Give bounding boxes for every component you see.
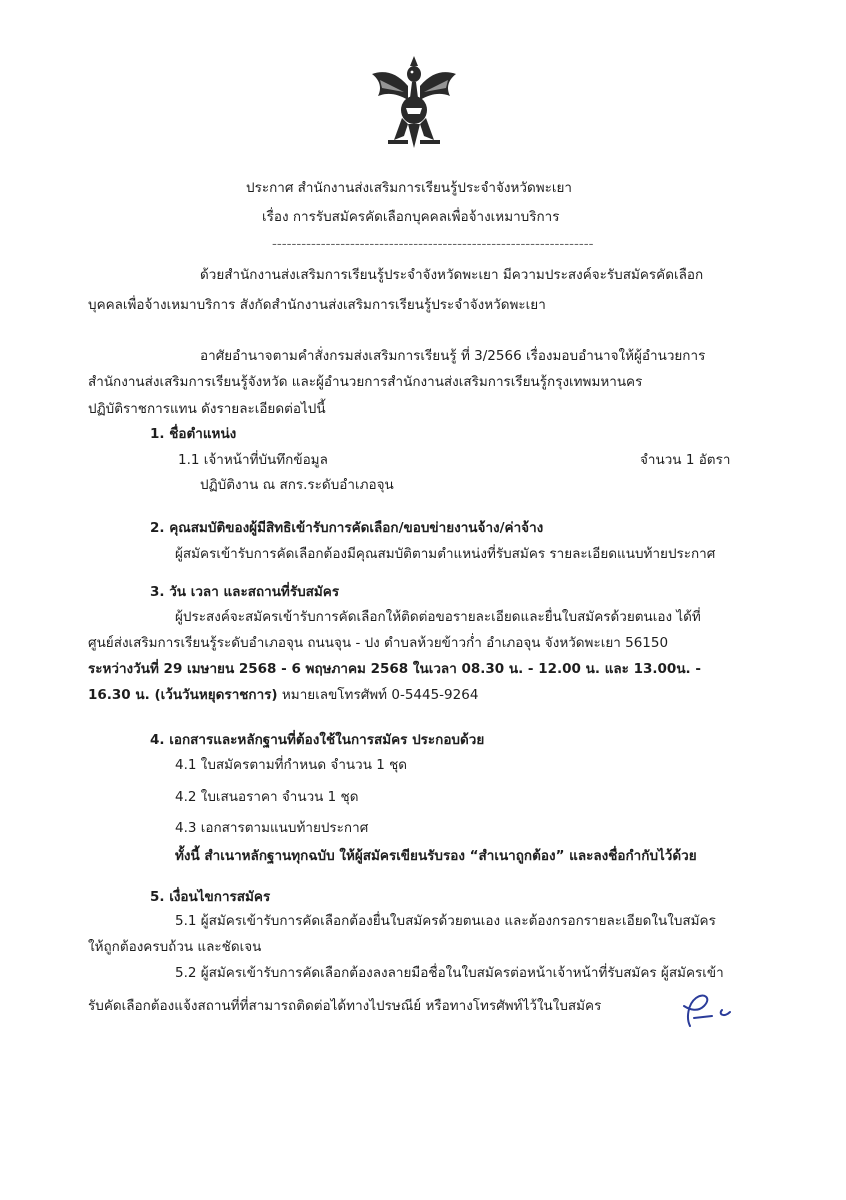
intro-paragraph-1-line-1: ด้วยสำนักงานส่งเสริมการเรียนรู้ประจำจังหวัดพะเยา มีความประสงค์จะรับสมัครคัดเลือก (200, 267, 704, 283)
document-item-3: 4.3 เอกสารตามแนบท้ายประกาศ (175, 820, 369, 836)
position-count: จำนวน 1 อัตรา (640, 452, 731, 468)
condition-2-line-2: รับคัดเลือกต้องแจ้งสถานที่ที่สามารถติดต่อได้ทางไปรษณีย์ หรือทางโทรศัพท์ไว้ในใบสมัคร (88, 998, 602, 1014)
section-3-line-2: ศูนย์ส่งเสริมการเรียนรู้ระดับอำเภอจุน ถนนจุน - ปง ตำบลห้วยข้าวก่ำ อำเภอจุน จังหวัดพะเยา 56150 (88, 635, 669, 651)
section-3-heading: 3. วัน เวลา และสถานที่รับสมัคร (150, 584, 340, 600)
header-divider: ------------------------------------------------------------------ (272, 236, 594, 252)
intro-paragraph-2-line-1: อาศัยอำนาจตามคำสั่งกรมส่งเสริมการเรียนรู้ ที่ 3/2566 เรื่องมอบอำนาจให้ผู้อำนวยการ (200, 348, 706, 364)
document-item-1: 4.1 ใบสมัครตามที่กำหนด จำนวน 1 ชุด (175, 757, 408, 773)
intro-paragraph-2-line-3: ปฏิบัติราชการแทน ดังรายละเอียดต่อไปนี้ (88, 401, 326, 417)
section-5-heading: 5. เงื่อนไขการสมัคร (150, 889, 271, 905)
condition-1-line-2: ให้ถูกต้องครบถ้วน และชัดเจน (88, 939, 262, 955)
condition-1-line-1: 5.1 ผู้สมัครเข้ารับการคัดเลือกต้องยื่นใบสมัครด้วยตนเอง และต้องกรอกรายละเอียดในใบสมัคร (175, 913, 716, 929)
section-3-line-1: ผู้ประสงค์จะสมัครเข้ารับการคัดเลือกให้ติดต่อขอรายละเอียดและยื่นใบสมัครด้วยตนเอง ได้ที่ (175, 609, 701, 625)
intro-paragraph-1-line-2: บุคคลเพื่อจ้างเหมาบริการ สังกัดสำนักงานส่งเสริมการเรียนรู้ประจำจังหวัดพะเยา (88, 297, 546, 313)
application-hours-note: 16.30 น. (เว้นวันหยุดราชการ) (88, 687, 278, 703)
position-location: ปฏิบัติงาน ณ สกร.ระดับอำเภอจุน (200, 477, 394, 493)
section-1-heading: 1. ชื่อตำแหน่ง (150, 426, 237, 442)
certification-note: ทั้งนี้ สำเนาหลักฐานทุกฉบับ ให้ผู้สมัครเขียนรับรอง “สำเนาถูกต้อง” และลงชื่อกำกับไว้ด้วย (175, 848, 697, 864)
header-subject: เรื่อง การรับสมัครคัดเลือกบุคคลเพื่อจ้างเหมาบริการ (262, 209, 560, 225)
document-item-2: 4.2 ใบเสนอราคา จำนวน 1 ชุด (175, 789, 359, 805)
handwritten-signature (672, 988, 742, 1030)
section-4-heading: 4. เอกสารและหลักฐานที่ต้องใช้ในการสมัคร ประกอบด้วย (150, 732, 485, 748)
condition-2-line-1: 5.2 ผู้สมัครเข้ารับการคัดเลือกต้องลงลายมือชื่อในใบสมัครต่อหน้าเจ้าหน้าที่รับสมัคร ผู้สมัครเข้า (175, 965, 724, 981)
header-title: ประกาศ สำนักงานส่งเสริมการเรียนรู้ประจำจังหวัดพะเยา (246, 180, 572, 196)
application-period: ระหว่างวันที่ 29 เมษายน 2568 - 6 พฤษภาคม 2568 ในเวลา 08.30 น. - 12.00 น. และ 13.00น. - (88, 661, 701, 677)
position-name: 1.1 เจ้าหน้าที่บันทึกข้อมูล (178, 452, 328, 468)
section-2-body: ผู้สมัครเข้ารับการคัดเลือกต้องมีคุณสมบัติตามตำแหน่งที่รับสมัคร รายละเอียดแนบท้ายประกาศ (175, 546, 716, 562)
section-2-heading: 2. คุณสมบัติของผู้มีสิทธิเข้ารับการคัดเลือก/ขอบข่ายงานจ้าง/ค่าจ้าง (150, 520, 544, 536)
contact-phone: หมายเลขโทรศัพท์ 0-5445-9264 (277, 687, 479, 703)
garuda-emblem (368, 52, 460, 152)
intro-paragraph-2-line-2: สำนักงานส่งเสริมการเรียนรู้จังหวัด และผู้อำนวยการสำนักงานส่งเสริมการเรียนรู้กรุงเทพมหานคร (88, 374, 643, 390)
section-3-line-4 (88, 685, 478, 705)
